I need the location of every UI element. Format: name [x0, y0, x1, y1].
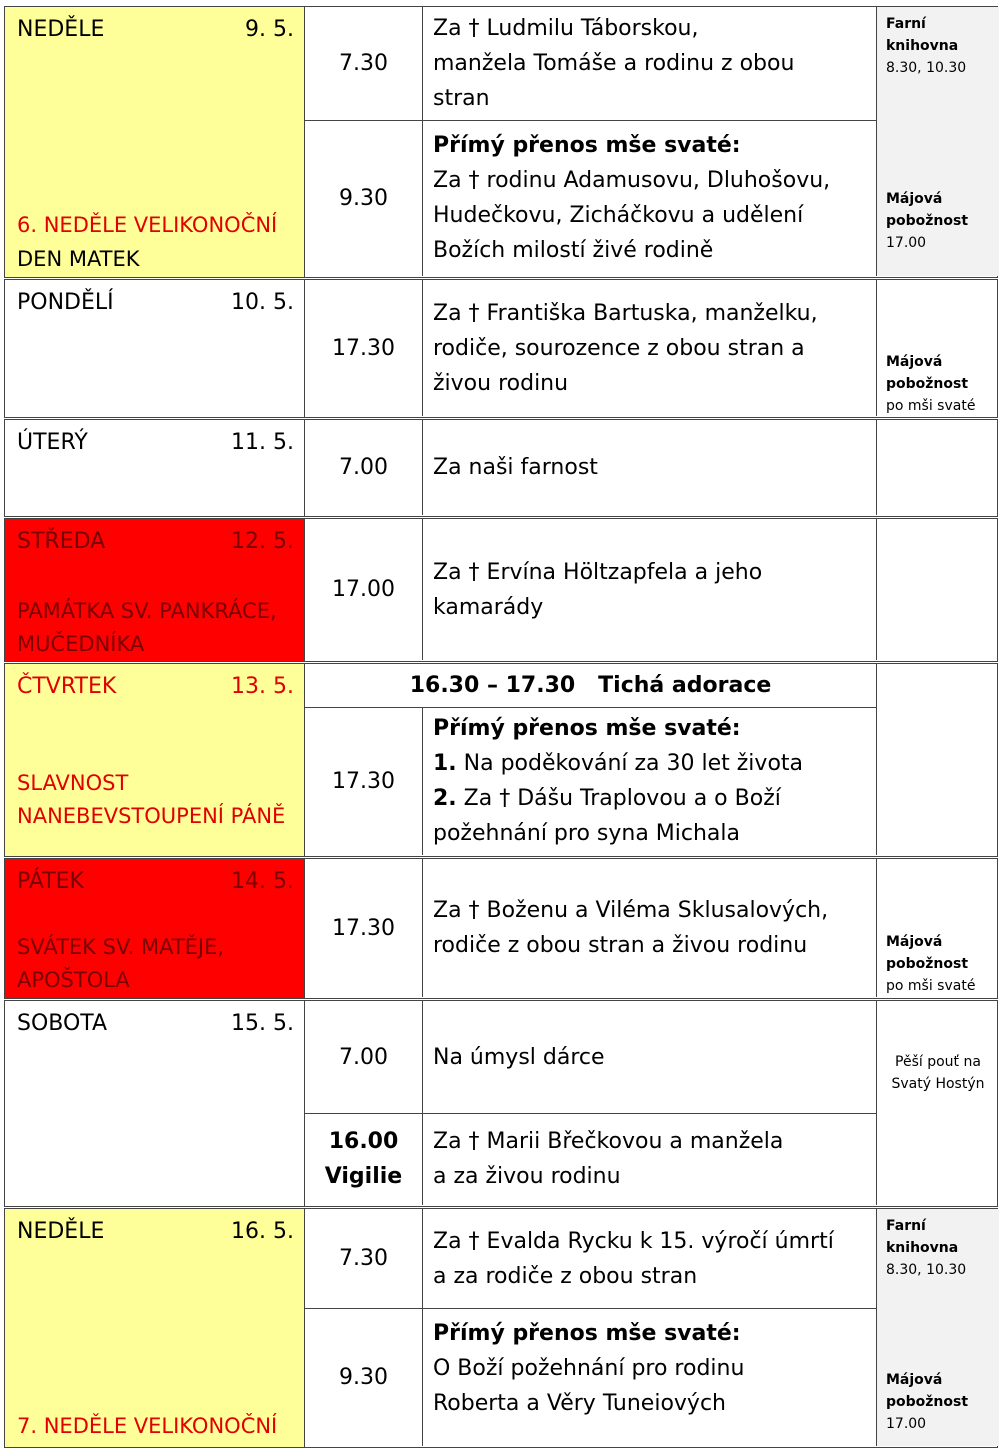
note-title: pobožnost: [886, 213, 969, 229]
note-text: Pěší pouť na: [895, 1054, 981, 1070]
note-time: 8.30, 10.30: [886, 60, 967, 76]
day-name: NEDĚLE: [17, 1219, 105, 1244]
day-date: 11. 5.: [231, 430, 294, 455]
note-title: pobožnost: [886, 1394, 969, 1410]
note-time: po mši svaté: [886, 398, 976, 414]
vigil-label: Vigilie: [324, 1164, 403, 1189]
intention-line: Za † Františka Bartuska, manželku,: [433, 300, 818, 326]
mass-intention: [423, 1308, 876, 1446]
note-title: Májová: [886, 191, 943, 207]
day-name: PONDĚLÍ: [17, 290, 114, 315]
day-cell: [5, 7, 305, 277]
intention-line: [433, 746, 876, 781]
intention-line: Za † Boženu a Viléma Sklusalových,: [433, 898, 829, 923]
note-library: [886, 1215, 966, 1281]
intention-line: požehnání pro syna Michala: [433, 821, 741, 846]
note-cell: [876, 519, 999, 660]
intention-number: 2.: [433, 786, 457, 811]
mass-time: 17.30: [305, 707, 423, 855]
broadcast-heading: Přímý přenos mše svaté:: [433, 716, 741, 741]
note-title: pobožnost: [886, 376, 969, 392]
intention-line: a za živou rodinu: [433, 1164, 621, 1189]
intention-line: živou rodinu: [433, 370, 569, 396]
feast-subtitle: NANEBEVSTOUPENÍ PÁNĚ: [17, 804, 286, 828]
intention-line: manžela Tomáše a rodinu z obou: [433, 51, 795, 76]
mass-time: 7.30: [305, 7, 423, 120]
intention-number: 1.: [433, 751, 457, 776]
intention-line: Božích milostí živé rodině: [433, 238, 714, 263]
note-devotion: [886, 1369, 968, 1435]
feast-subtitle: MUČEDNÍKA: [17, 632, 145, 656]
intention-line: Za † Evalda Rycku k 15. výročí úmrtí: [433, 1228, 834, 1254]
adoration-row: [305, 664, 876, 707]
day-block-sunday-9-5: [4, 6, 998, 278]
broadcast-heading: Přímý přenos mše svaté:: [433, 133, 741, 158]
note-cell: [876, 7, 999, 276]
note-title: Májová: [886, 354, 943, 370]
feast-name: SLAVNOST: [17, 771, 129, 795]
day-name: STŘEDA: [17, 529, 106, 554]
note-cell: [876, 664, 999, 855]
note-time: 17.00: [886, 235, 927, 251]
intention-line: Roberta a Věry Tuneiových: [433, 1391, 726, 1416]
mass-intention: [423, 120, 876, 276]
day-cell: [5, 859, 305, 998]
mass-time: 7.00: [305, 1001, 423, 1113]
note-title: Farní: [886, 1218, 926, 1234]
note-text: Svatý Hostýn: [891, 1076, 985, 1092]
note-title: knihovna: [886, 38, 959, 54]
feast-name: PAMÁTKA SV. PANKRÁCE,: [17, 599, 277, 623]
note-cell: [876, 1209, 999, 1446]
day-date: 16. 5.: [231, 1219, 294, 1244]
day-date: 10. 5.: [231, 290, 294, 315]
intention-text: Za † Dášu Traplovou a o Boží: [456, 786, 781, 811]
note-cell: [876, 1001, 999, 1205]
note-title: Farní: [886, 16, 926, 32]
feast-subtitle: APOŠTOLA: [17, 968, 130, 992]
mass-time: 7.00: [305, 420, 423, 515]
mass-time: [305, 1113, 423, 1205]
day-block-saturday: [4, 1000, 998, 1207]
intention-line: kamarády: [433, 594, 544, 620]
intention-line: Za † Ervína Höltzapfela a jeho: [433, 559, 763, 585]
intention-line: a za rodiče z obou stran: [433, 1263, 698, 1289]
mass-time: 9.30: [305, 120, 423, 276]
day-block-thursday: [4, 663, 998, 857]
day-name: SOBOTA: [17, 1011, 108, 1036]
day-date: 14. 5.: [231, 869, 294, 894]
feast-name: 6. NEDĚLE VELIKONOČNÍ: [17, 213, 278, 237]
intention-line: [433, 781, 876, 816]
mass-time: 17.30: [305, 859, 423, 997]
day-block-friday: [4, 858, 998, 999]
note-devotion: [886, 188, 968, 254]
day-cell: [5, 519, 305, 661]
note-library: [886, 13, 966, 79]
note-title: pobožnost: [886, 956, 969, 972]
mass-time-value: 16.00: [328, 1129, 399, 1154]
day-name: NEDĚLE: [17, 17, 105, 42]
day-cell: [5, 280, 305, 417]
intention-line: rodiče z obou stran a živou rodinu: [433, 933, 808, 958]
day-date: 9. 5.: [245, 17, 294, 42]
mass-time: 17.30: [305, 280, 423, 416]
note-title: Májová: [886, 934, 943, 950]
intention-line: O Boží požehnání pro rodinu: [433, 1356, 745, 1381]
day-date: 15. 5.: [231, 1011, 294, 1036]
note-title: knihovna: [886, 1240, 959, 1256]
mass-time: 9.30: [305, 1308, 423, 1446]
adoration-text: 16.30 – 17.30 Tichá adorace: [409, 673, 772, 698]
note-time: 17.00: [886, 1416, 927, 1432]
mass-time: 17.00: [305, 519, 423, 660]
day-cell: [5, 664, 305, 856]
mass-intention: [423, 859, 876, 997]
note-devotion: [886, 931, 975, 997]
day-block-monday: [4, 279, 998, 418]
feast-name: 7. NEDĚLE VELIKONOČNÍ: [17, 1414, 278, 1438]
note-time: 8.30, 10.30: [886, 1262, 967, 1278]
note-pilgrimage: [877, 1051, 999, 1095]
intention-line: Na úmysl dárce: [433, 1044, 605, 1070]
day-date: 13. 5.: [231, 674, 294, 699]
broadcast-heading: Přímý přenos mše svaté:: [433, 1321, 741, 1346]
intention-line: rodiče, sourozence z obou stran a: [433, 335, 805, 361]
intention-line: stran: [433, 86, 490, 111]
intention-line: Za naši farnost: [433, 455, 598, 480]
mass-intention: [423, 1001, 876, 1113]
day-block-tuesday: [4, 419, 998, 517]
feast-subtitle: DEN MATEK: [17, 247, 140, 271]
day-name: ÚTERÝ: [17, 430, 88, 455]
day-name: PÁTEK: [17, 869, 84, 894]
intention-line: Hudečkovu, Zicháčkovu a udělení: [433, 203, 804, 228]
intention-line: Za † rodinu Adamusovu, Dluhošovu,: [433, 168, 831, 193]
day-block-sunday-16-5: [4, 1208, 998, 1448]
mass-intention: [423, 280, 876, 416]
day-name: ČTVRTEK: [17, 674, 117, 699]
mass-intention: [423, 7, 876, 120]
note-cell: [876, 420, 999, 515]
mass-intention: [423, 1113, 876, 1205]
note-cell: [876, 859, 999, 997]
day-block-wednesday: [4, 518, 998, 662]
intention-line: Za † Ludmilu Táborskou,: [433, 16, 699, 41]
mass-intention: [423, 707, 876, 855]
mass-intention: [423, 420, 876, 515]
mass-intention: [423, 519, 876, 660]
note-title: Májová: [886, 1372, 943, 1388]
intention-line: Za † Marii Břečkovou a manžela: [433, 1129, 784, 1154]
day-cell: [5, 1001, 305, 1206]
note-devotion: [886, 351, 975, 417]
feast-name: SVÁTEK SV. MATĚJE,: [17, 935, 225, 959]
mass-time: 7.30: [305, 1209, 423, 1308]
mass-intention: [423, 1209, 876, 1308]
note-time: po mši svaté: [886, 978, 976, 994]
intention-text: Na poděkování za 30 let života: [456, 751, 804, 776]
day-cell: [5, 420, 305, 516]
note-cell: [876, 280, 999, 416]
day-cell: [5, 1209, 305, 1447]
day-date: 12. 5.: [231, 529, 294, 554]
